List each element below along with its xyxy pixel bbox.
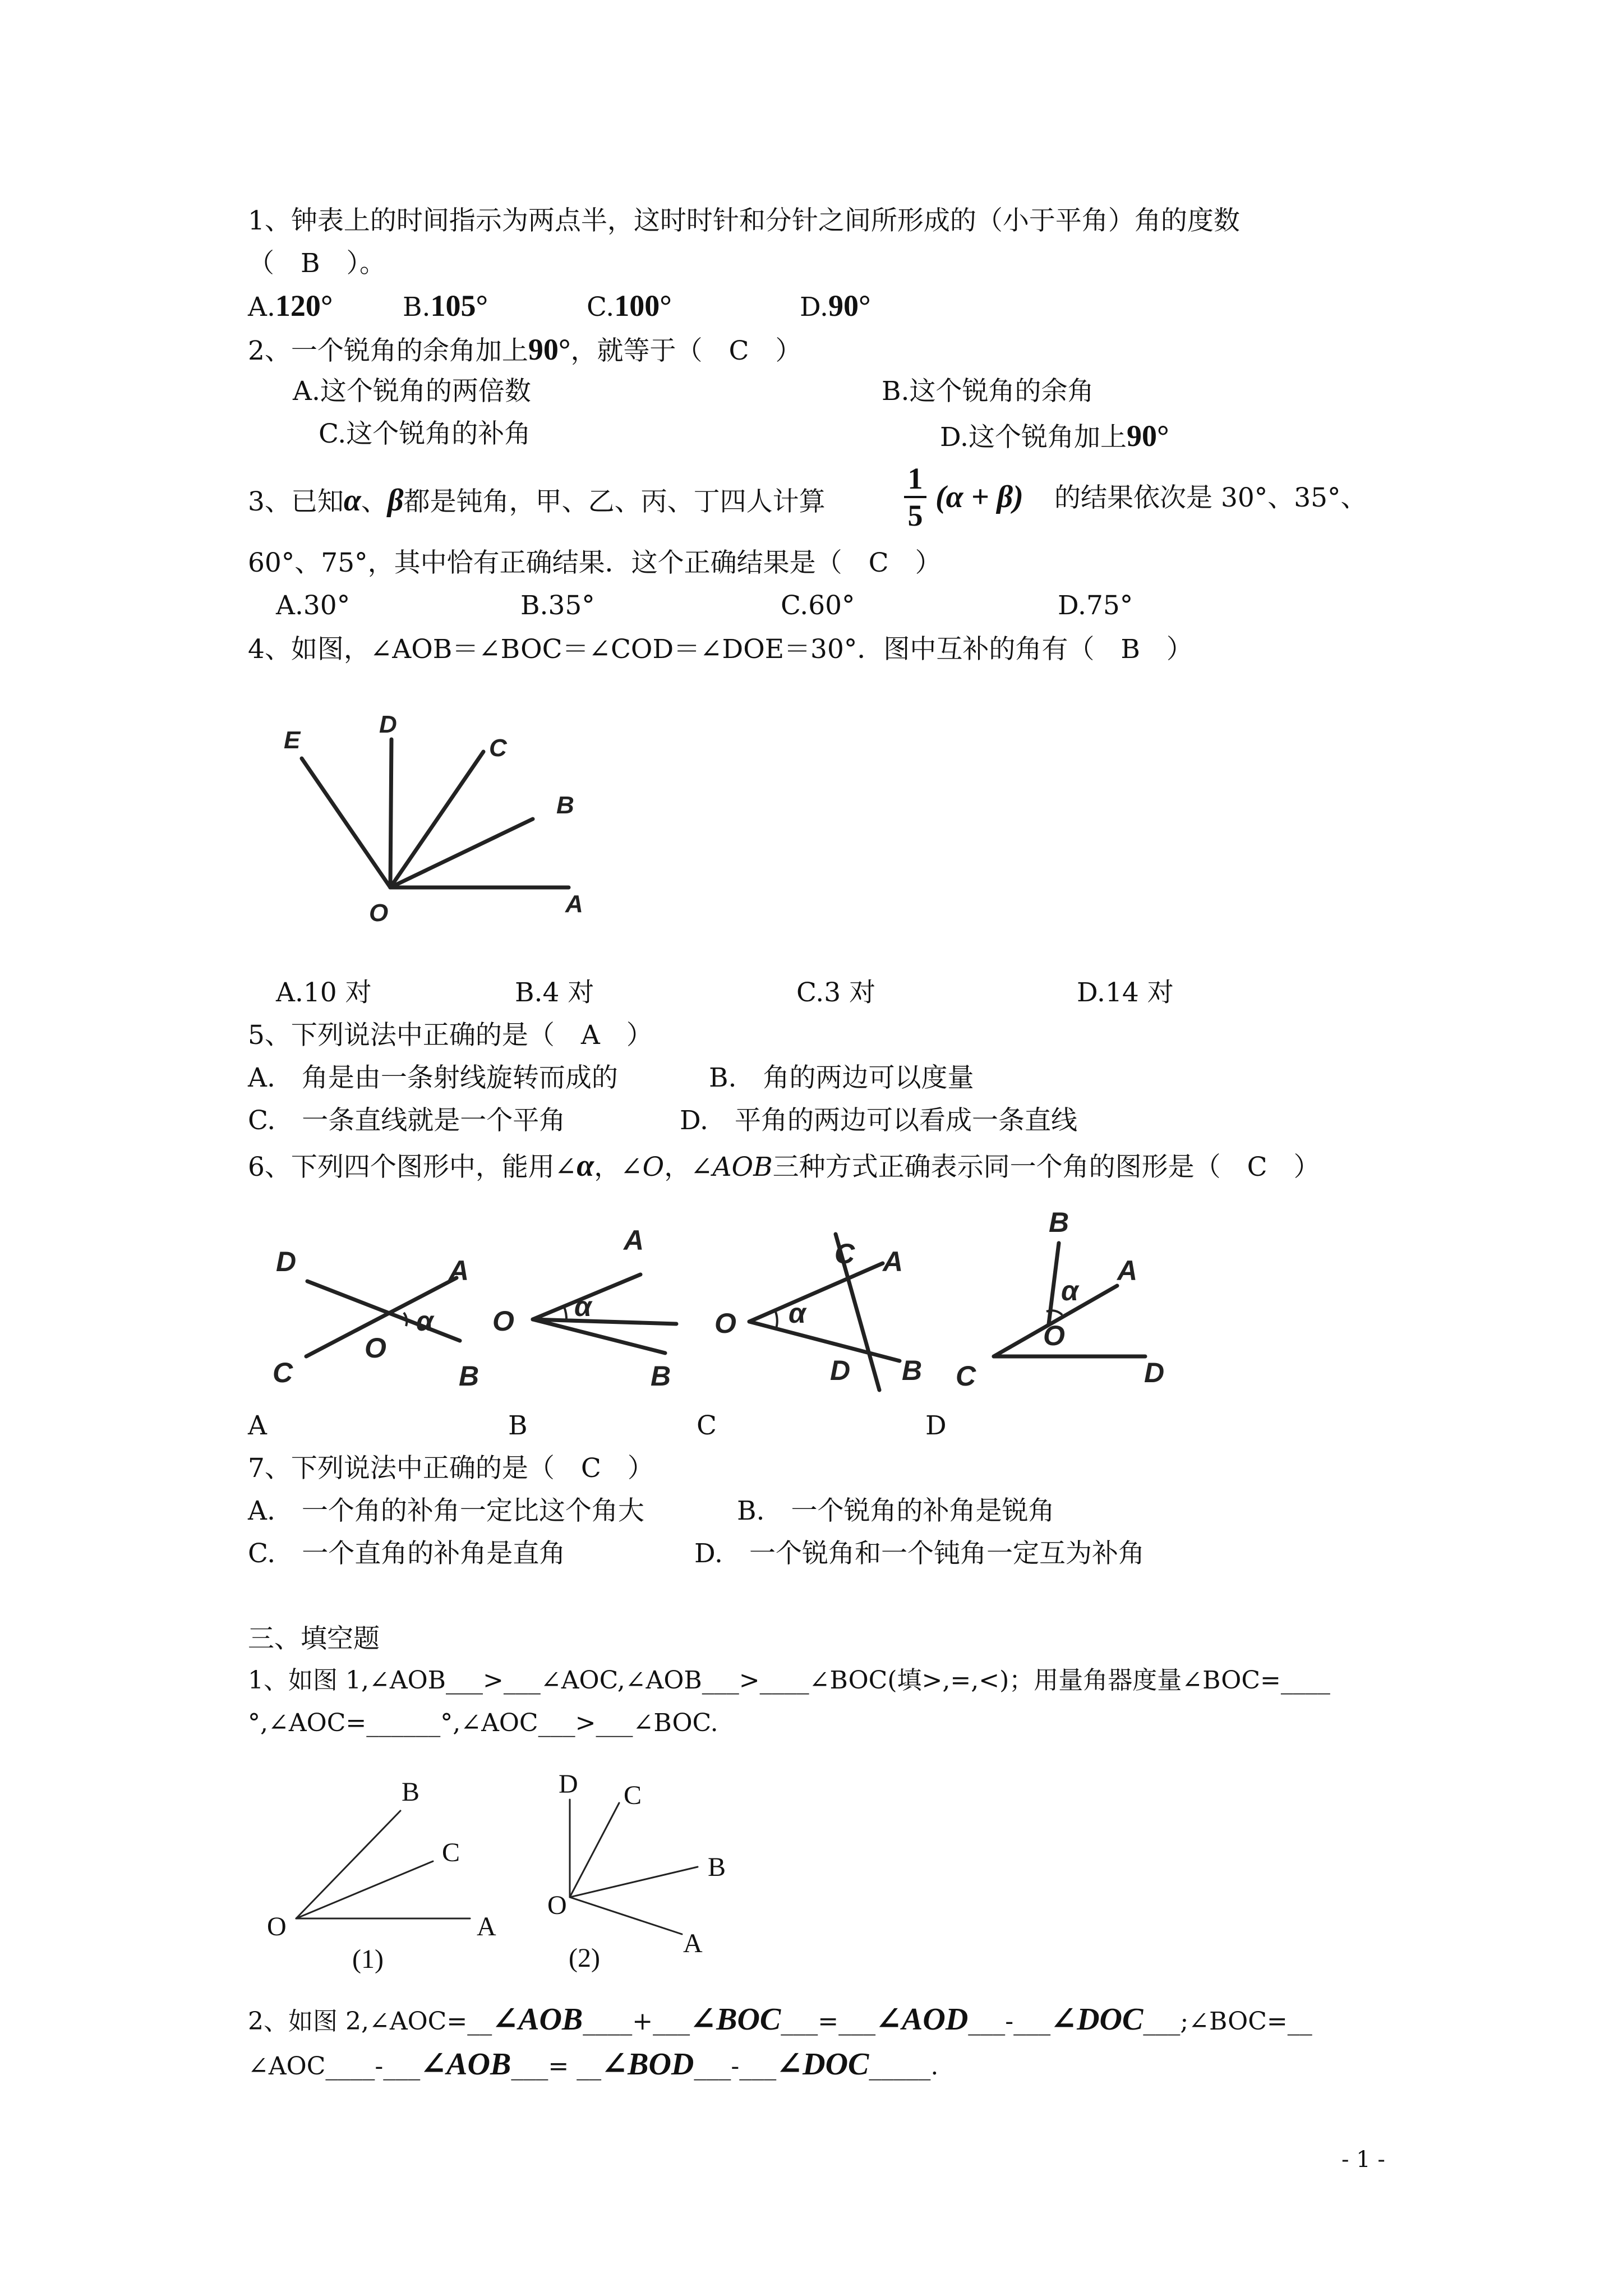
q3-option-d: D.75° — [1058, 590, 1133, 621]
q1-option-b: B.105° — [403, 289, 488, 323]
q2-option-b: B.这个锐角的余角 — [882, 376, 1094, 407]
q3-option-b: B.35° — [520, 590, 595, 621]
q6-stem: 6、下列四个图形中，能用∠α，∠O，∠AOB三种方式正确表示同一个角的图形是（ C ） — [248, 1148, 1320, 1183]
q4-label-o: O — [369, 899, 389, 927]
q4-option-c: C.3 对 — [796, 977, 876, 1008]
q6c-label-a: A — [883, 1246, 903, 1277]
q5-stem: 5、下列说法中正确的是（ A ） — [248, 1020, 653, 1051]
q4-figure — [302, 739, 569, 887]
fig2 — [570, 1800, 698, 1934]
q2-stem: 2、一个锐角的余角加上90°，就等于（ C ） — [248, 333, 802, 366]
f2-line1: 2、如图 2,∠AOC=__∠AOB____+___∠BOC___=___∠AOD___-___∠DOC___;∠BOC=__ — [248, 2002, 1312, 2037]
q3-expression: (α + β) — [935, 480, 1023, 514]
q4-stem: 4、如图，∠AOB＝∠BOC＝∠COD＝∠DOE＝30°．图中互补的角有（ B ） — [248, 634, 1193, 665]
q5-option-d: D. 平角的两边可以看成一条直线 — [680, 1105, 1077, 1136]
q6d-label-o: O — [1043, 1320, 1065, 1351]
q6d-label-c: C — [956, 1360, 976, 1392]
q1-answer: （ B ）。 — [248, 248, 386, 279]
q6a-label-d: D — [276, 1246, 297, 1277]
ray-oe — [302, 758, 390, 887]
ray-ob — [570, 1867, 698, 1897]
q2-option-c: C.这个锐角的补角 — [319, 418, 531, 449]
q6-caption-a: A — [248, 1410, 267, 1441]
q6b-label-b: B — [651, 1360, 671, 1392]
q6c-label-o: O — [714, 1308, 736, 1339]
q4-label-e: E — [284, 726, 301, 754]
q6b-label-alpha: α — [574, 1291, 592, 1322]
q6c-label-alpha: α — [789, 1297, 806, 1329]
q7-option-a: A. 一个角的补角一定比这个角大 — [248, 1496, 644, 1526]
q6c-angle-arc — [775, 1310, 777, 1328]
q4-option-d: D.14 对 — [1077, 977, 1174, 1008]
f2-line2: ∠AOC____-___∠AOB___= __∠BOD___-___∠DOC_____. — [248, 2047, 939, 2082]
q3-stem-end: 的结果依次是 30°、35°、 — [1054, 482, 1367, 513]
q1-stem: 1、钟表上的时间指示为两点半，这时时针和分针之间所形成的（小于平角）角的度数 — [248, 205, 1240, 236]
q6c-label-b: B — [902, 1355, 923, 1386]
q6d-label-a: A — [1117, 1255, 1138, 1286]
q6-caption-d: D — [925, 1410, 947, 1441]
q6-caption-c: C — [697, 1410, 717, 1441]
q6a-label-a: A — [449, 1255, 469, 1286]
q6-caption-b: B — [508, 1410, 528, 1441]
q6d-label-d: D — [1144, 1357, 1165, 1388]
ray-od — [390, 739, 391, 887]
q5-option-a: A. 角是由一条射线旋转而成的 — [248, 1062, 618, 1093]
q3-stem-start: 3、已知α、β都是钝角，甲、乙、丙、丁四人计算 — [248, 483, 826, 518]
fraction-denominator: 5 — [907, 499, 923, 532]
q6b-label-o: O — [492, 1305, 514, 1337]
ray-ob — [296, 1811, 400, 1918]
fig1-label-c: C — [442, 1838, 460, 1867]
q6-figure-b — [533, 1274, 676, 1353]
q5-option-c: C. 一条直线就是一个平角 — [248, 1105, 566, 1136]
q4-option-a: A.10 对 — [276, 977, 372, 1008]
q6a-label-o: O — [365, 1332, 386, 1364]
q2-option-d: D.这个锐角加上90° — [940, 419, 1169, 453]
q4-label-c: C — [489, 734, 507, 762]
q6d-label-alpha: α — [1061, 1275, 1079, 1306]
q1-option-a: A.120° — [248, 289, 333, 323]
q7-option-b: B. 一个锐角的补角是锐角 — [737, 1496, 1055, 1526]
q6-figure-c — [749, 1234, 900, 1390]
fig2-label-a: A — [683, 1929, 703, 1958]
q3-option-a: A.30° — [276, 590, 351, 621]
fig2-label-c: C — [624, 1780, 642, 1810]
q1-option-c: C.100° — [587, 289, 672, 323]
q4-option-b: B.4 对 — [515, 977, 594, 1008]
ray-oc — [296, 1861, 433, 1918]
q7-option-c: C. 一个直角的补角是直角 — [248, 1538, 566, 1569]
page-number: - 1 - — [1341, 2147, 1385, 2173]
q6b-label-a: A — [624, 1225, 644, 1256]
fig2-label-b: B — [708, 1852, 726, 1882]
ray-oa — [749, 1263, 883, 1322]
fig1-label-a: A — [477, 1912, 496, 1941]
q5-option-b: B. 角的两边可以度量 — [709, 1062, 974, 1093]
q2-option-a: A.这个锐角的两倍数 — [293, 376, 531, 407]
fig1-label-b: B — [402, 1777, 420, 1807]
ray-ob — [749, 1322, 900, 1361]
q3-stem-line2: 60°、75°，其中恰有正确结果．这个正确结果是（ C ） — [248, 547, 942, 578]
fig2-label-d: D — [559, 1769, 578, 1799]
q7-option-d: D. 一个锐角和一个钝角一定互为补角 — [694, 1538, 1145, 1569]
q1-option-d: D.90° — [800, 289, 871, 323]
q3-option-c: C.60° — [781, 590, 855, 621]
q6c-label-c: C — [834, 1238, 855, 1269]
f1-line1: 1、如图 1,∠AOB___>___∠AOC,∠AOB___>____∠BOC(填>,=,<)；用量角器度量∠BOC=____ — [248, 1666, 1330, 1695]
ray-oa — [570, 1897, 682, 1934]
q7-stem: 7、下列说法中正确的是（ C ） — [248, 1453, 654, 1484]
f1-line2: °,∠AOC=______°,∠AOC___>___∠BOC. — [248, 1709, 718, 1737]
q4-label-d: D — [379, 711, 397, 738]
fig2-caption: (2) — [569, 1943, 600, 1973]
q6a-label-b: B — [459, 1360, 479, 1392]
fig2-label-o: O — [547, 1890, 567, 1920]
fig1-caption: (1) — [352, 1944, 384, 1974]
fig1-label-o: O — [267, 1912, 287, 1941]
q6a-label-c: C — [273, 1357, 293, 1388]
ray-oc — [570, 1803, 619, 1897]
section3-title: 三、填空题 — [248, 1623, 380, 1654]
fraction-numerator: 1 — [907, 462, 923, 495]
q4-label-b: B — [556, 792, 574, 819]
q6d-label-b: B — [1049, 1207, 1069, 1238]
q6a-label-alpha: α — [416, 1305, 434, 1337]
q4-label-a: A — [565, 890, 583, 918]
q6c-label-d: D — [830, 1355, 851, 1386]
